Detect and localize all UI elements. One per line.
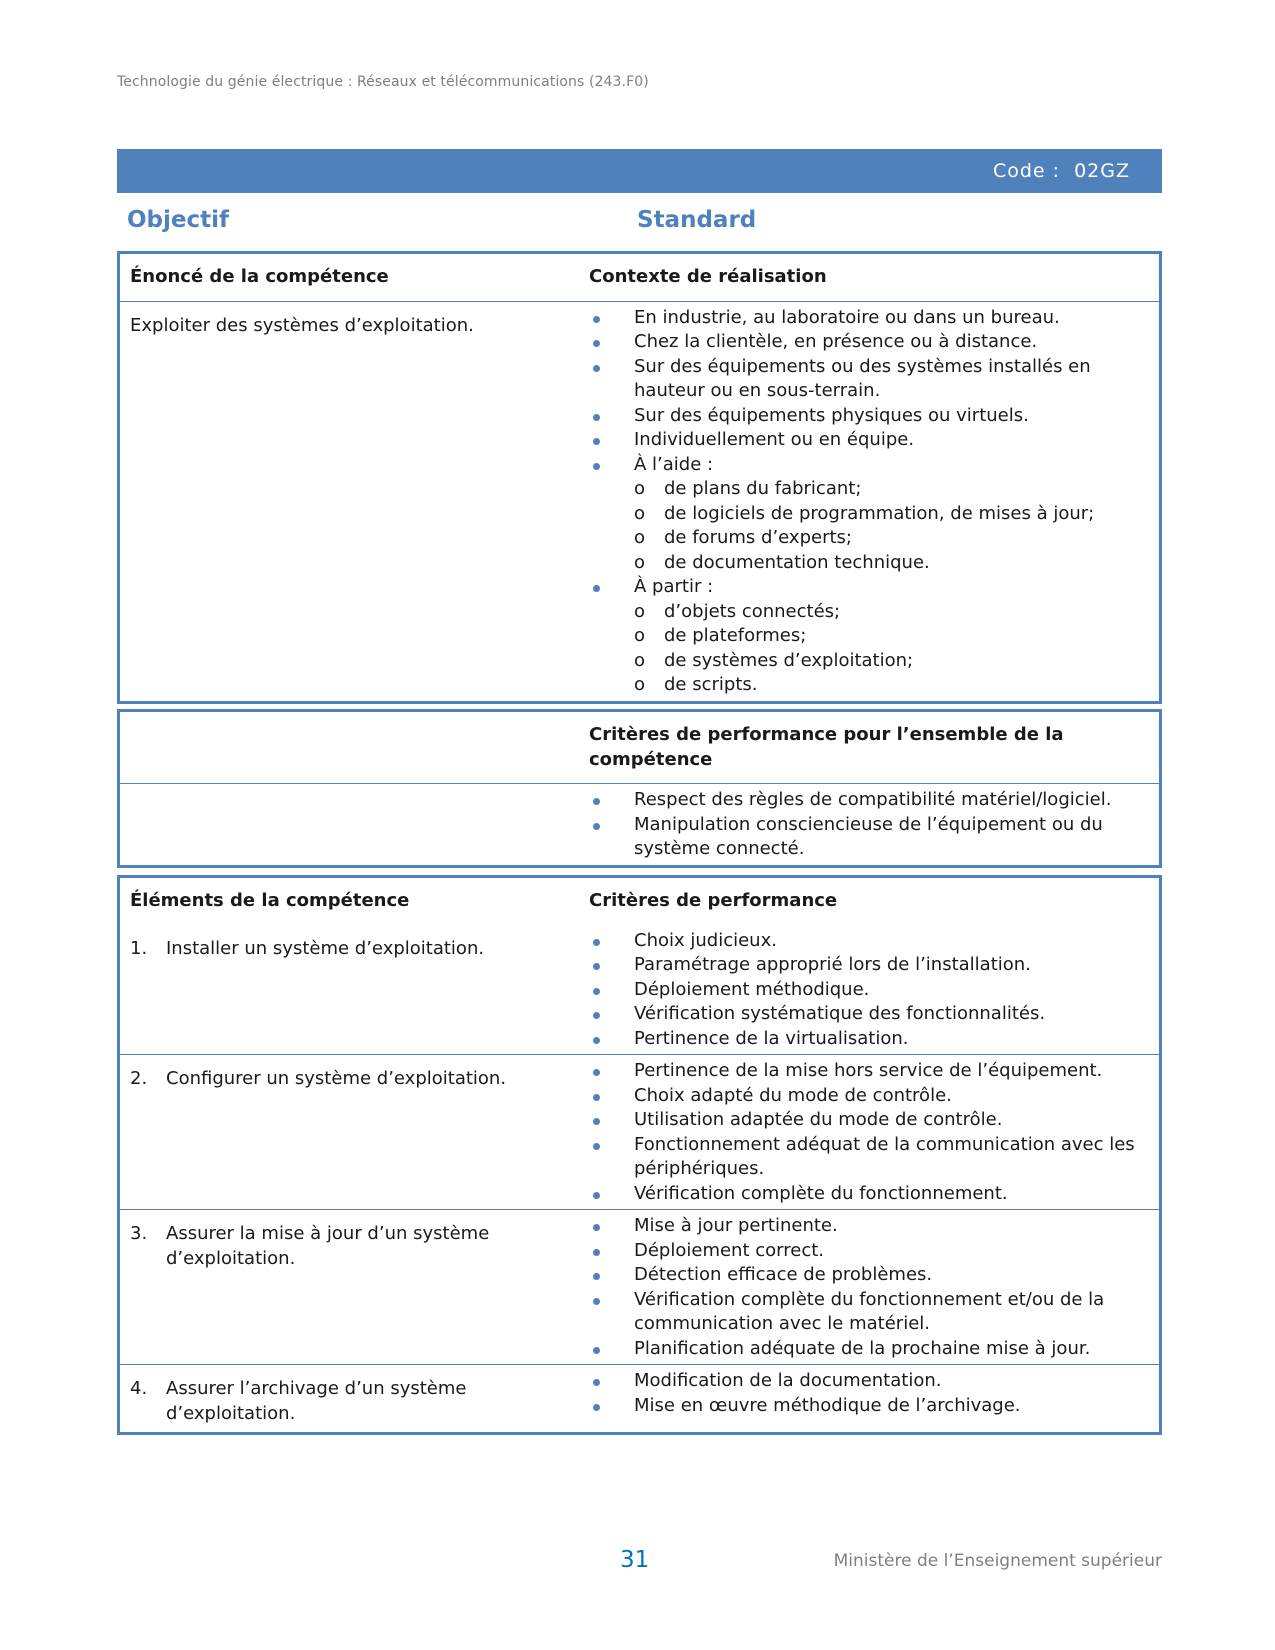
table-header-row: [120, 878, 1159, 925]
code-bar: [117, 149, 1162, 193]
context-subitem: o de scripts.: [634, 673, 1149, 698]
context-sublist: [589, 600, 1149, 698]
context-subitem: o de forums d’experts;: [634, 526, 1149, 551]
table-row: [120, 783, 1159, 865]
element-cell: [120, 1210, 589, 1364]
competence-statement: Exploiter des systèmes d’exploitation.: [130, 314, 474, 336]
context-item-text: Individuellement ou en équipe.: [634, 429, 915, 450]
element-row: [120, 1364, 1159, 1432]
code-label: Code :: [992, 160, 1061, 182]
element-criteria-cell: [589, 925, 1159, 1055]
context-item-text: Chez la clientèle, en présence ou à distance.: [634, 331, 1038, 352]
elements-rows: [120, 925, 1159, 1433]
table-row: [120, 301, 1159, 701]
overall-criteria-list: [589, 788, 1149, 862]
criterion-item: Déploiement méthodique.: [589, 978, 1149, 1003]
criterion-item: Vérification systématique des fonctionnalités.: [589, 1002, 1149, 1027]
empty-cell: [120, 784, 589, 865]
context-item: [589, 330, 1149, 355]
element-text: Assurer l’archivage d’un système d’exploitation.: [166, 1378, 467, 1424]
element-criteria-cell: [589, 1210, 1159, 1364]
section-title-objectif: Objectif: [127, 207, 230, 233]
context-item-text: Sur des équipements physiques ou virtuels.: [634, 404, 1029, 426]
element-row: [120, 925, 1159, 1055]
section-title-standard: Standard: [637, 207, 757, 233]
element-number: 4.: [130, 1378, 148, 1399]
element-item: [130, 937, 526, 962]
context-item: [589, 355, 1149, 404]
criterion-item: Pertinence de la virtualisation.: [589, 1027, 1149, 1052]
header-enonce: Énoncé de la compétence: [130, 266, 389, 287]
elements-table: [117, 875, 1162, 1435]
context-item: [589, 575, 1149, 698]
element-cell: [120, 1055, 589, 1209]
context-item-text: Sur des équipements ou des systèmes installés en hauteur ou en sous-terrain.: [634, 355, 1091, 401]
running-header: Technologie du génie électrique : Réseaux et télécommunications (243.F0): [117, 74, 649, 90]
criterion-item: Planification adéquate de la prochaine mise à jour.: [589, 1337, 1149, 1362]
element-item: [130, 1222, 526, 1271]
criterion-item: Vérification complète du fonctionnement.: [589, 1182, 1149, 1207]
overall-criteria-cell: [589, 784, 1159, 865]
criterion-item: Choix judicieux.: [589, 929, 1149, 954]
context-item: [589, 453, 1149, 576]
context-item-text: À l’aide :: [634, 453, 714, 475]
header-criteres-ensemble: Critères de performance pour l’ensemble de la compétence: [589, 724, 1064, 770]
criterion-item: Vérification complète du fonctionnement et/ou de la communication avec le matériel.: [589, 1288, 1149, 1337]
criterion-item: Utilisation adaptée du mode de contrôle.: [589, 1108, 1149, 1133]
criterion-item: Mise à jour pertinente.: [589, 1214, 1149, 1239]
overall-criteria-table: [117, 709, 1162, 868]
context-subitem: o de systèmes d’exploitation;: [634, 649, 1149, 674]
element-criteria-cell: [589, 1365, 1159, 1432]
element-text: Configurer un système d’exploitation.: [166, 1068, 507, 1089]
context-sublist: [589, 477, 1149, 575]
context-subitem: o de documentation technique.: [634, 551, 1149, 576]
context-subitem: o d’objets connectés;: [634, 600, 1149, 625]
context-subitem: o de logiciels de programmation, de mises à jour;: [634, 502, 1149, 527]
element-cell: [120, 1365, 589, 1432]
context-item: [589, 404, 1149, 429]
criterion-item: Paramétrage approprié lors de l’installation.: [589, 953, 1149, 978]
element-number: 1.: [130, 937, 148, 959]
context-item-text: En industrie, au laboratoire ou dans un bureau.: [634, 306, 1060, 328]
element-criteria-list: [589, 1369, 1149, 1418]
table-header-row: [120, 254, 1159, 301]
element-criteria-list: [589, 1059, 1149, 1206]
element-row: [120, 1054, 1159, 1209]
criterion-item: Manipulation consciencieuse de l’équipement ou du système connecté.: [589, 813, 1149, 862]
criterion-item: Respect des règles de compatibilité matériel/logiciel.: [589, 788, 1149, 813]
criterion-item: Fonctionnement adéquat de la communication avec les périphériques.: [589, 1133, 1149, 1182]
criterion-item: Pertinence de la mise hors service de l’équipement.: [589, 1059, 1149, 1084]
criterion-item: Modification de la documentation.: [589, 1369, 1149, 1394]
element-criteria-list: [589, 1214, 1149, 1361]
context-item: [589, 306, 1149, 331]
criterion-item: Choix adapté du mode de contrôle.: [589, 1084, 1149, 1109]
context-item: [589, 428, 1149, 453]
footer-organization: Ministère de l’Enseignement supérieur: [833, 1551, 1162, 1571]
element-number: 3.: [130, 1223, 148, 1244]
element-criteria-cell: [589, 1055, 1159, 1209]
competence-statement-table: [117, 251, 1162, 704]
context-item-text: À partir :: [634, 576, 714, 597]
element-text: Assurer la mise à jour d’un système d’exploitation.: [166, 1223, 490, 1269]
header-criteres: Critères de performance: [589, 890, 838, 911]
criterion-item: Mise en œuvre méthodique de l’archivage.: [589, 1394, 1149, 1419]
criterion-item: Déploiement correct.: [589, 1239, 1149, 1264]
element-criteria-list: [589, 929, 1149, 1052]
page-number: 31: [620, 1547, 650, 1573]
criterion-item: Détection efficace de problèmes.: [589, 1263, 1149, 1288]
empty-header-cell: [120, 712, 589, 783]
header-elements: Éléments de la compétence: [130, 890, 410, 911]
element-text: Installer un système d’exploitation.: [166, 937, 485, 959]
context-list: [589, 306, 1149, 698]
header-contexte: Contexte de réalisation: [589, 266, 827, 287]
code-value: 02GZ: [1074, 160, 1130, 182]
element-item: [130, 1377, 526, 1426]
element-cell: [120, 925, 589, 1055]
context-subitem: o de plans du fabricant;: [634, 477, 1149, 502]
context-cell: [589, 302, 1159, 701]
element-item: [130, 1067, 526, 1092]
element-row: [120, 1209, 1159, 1364]
element-number: 2.: [130, 1068, 148, 1089]
table-header-row: [120, 712, 1159, 783]
context-subitem: o de plateformes;: [634, 624, 1149, 649]
